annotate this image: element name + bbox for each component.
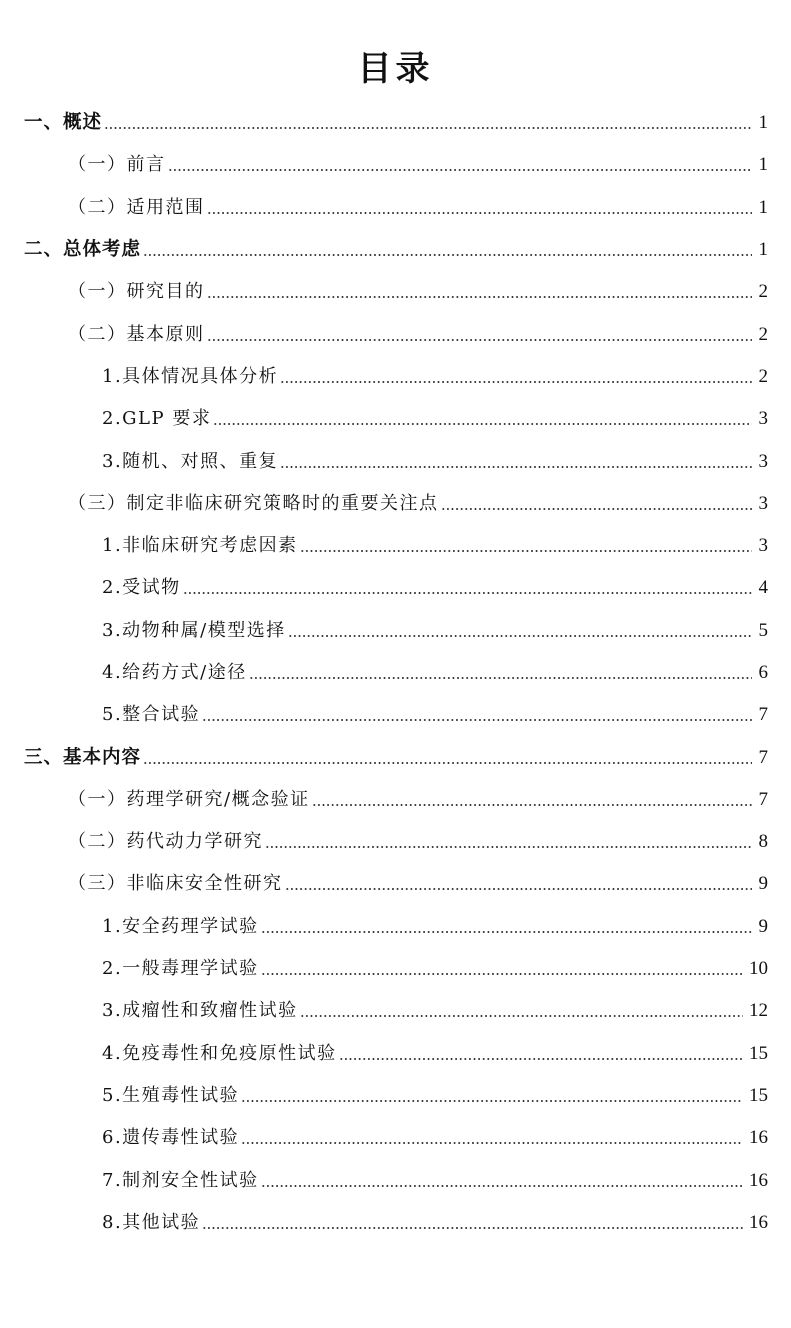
toc-entry[interactable] [0,229,791,271]
toc-entry-page-number: 15 [749,1042,768,1064]
toc-entry[interactable] [0,821,791,863]
toc-entry-page-number: 3 [758,408,768,430]
dot-leader [339,1058,743,1060]
toc-entry-page-number: 8 [758,831,768,853]
toc-entry[interactable] [0,187,791,229]
dot-leader [143,762,752,764]
toc-entry-label: （一）药理学研究/概念验证 [68,788,310,810]
toc-entry[interactable] [0,779,791,821]
table-of-contents [0,102,791,1244]
toc-entry[interactable] [0,1117,791,1159]
toc-entry-label: （二）基本原则 [68,323,205,345]
toc-entry[interactable] [0,567,791,609]
dot-leader [280,381,752,383]
toc-entry[interactable] [0,652,791,694]
dot-leader [288,635,752,637]
toc-entry-page-number: 1 [758,112,768,134]
toc-entry-page-number: 7 [758,788,768,810]
toc-entry-label: （二）适用范围 [68,196,205,218]
dot-leader [300,1015,743,1017]
toc-entry-label: （一）研究目的 [68,281,205,303]
toc-entry-label: 3.随机、对照、重复 [102,450,279,472]
toc-entry-page-number: 4 [758,577,768,599]
dot-leader [285,888,753,890]
toc-entry-page-number: 6 [758,662,768,683]
toc-entry[interactable] [0,990,791,1032]
dot-leader [213,423,752,425]
toc-entry[interactable] [0,1202,791,1244]
toc-entry-label: 2.GLP 要求 [102,408,212,430]
dot-leader [241,1142,743,1144]
dot-leader [207,296,753,298]
toc-entry[interactable] [0,525,791,567]
toc-entry-label: 6.遗传毒性试验 [102,1127,240,1149]
toc-entry-page-number: 2 [758,365,768,387]
dot-leader [249,677,752,679]
toc-entry-page-number: 16 [749,1211,768,1233]
toc-entry-label: 7.制剂安全性试验 [102,1169,259,1191]
toc-entry-label: 3.成瘤性和致瘤性试验 [102,1000,298,1022]
toc-entry[interactable] [0,736,791,778]
toc-entry-label: 4.免疫毒性和免疫原性试验 [102,1042,337,1064]
toc-entry-page-number: 5 [758,619,768,641]
toc-entry[interactable] [0,863,791,905]
toc-entry-page-number: 7 [758,704,768,726]
dot-leader [312,804,752,806]
dot-leader [183,592,752,594]
toc-entry-page-number: 1 [758,239,768,261]
dot-leader [168,169,753,171]
toc-entry[interactable] [0,440,791,482]
dot-leader [261,931,752,933]
toc-entry-label: 5.生殖毒性试验 [102,1084,240,1106]
toc-entry[interactable] [0,356,791,398]
toc-entry-label: 1.非临床研究考虑因素 [102,535,298,557]
toc-entry[interactable] [0,313,791,355]
toc-entry-label: （一）前言 [68,154,166,176]
toc-entry-label: 三、基本内容 [24,746,142,768]
toc-entry[interactable] [0,1033,791,1075]
page-title: 目录 [357,49,434,89]
toc-entry[interactable] [0,948,791,990]
dot-leader [202,1227,743,1229]
toc-entry[interactable] [0,398,791,440]
dot-leader [241,1100,743,1102]
toc-entry[interactable] [0,610,791,652]
toc-entry[interactable] [0,102,791,144]
toc-entry[interactable] [0,1159,791,1201]
toc-entry-label: （三）非临床安全性研究 [68,873,283,895]
dot-leader [207,339,753,341]
toc-entry[interactable] [0,1075,791,1117]
toc-entry-page-number: 1 [758,196,768,218]
toc-entry-label: 1.安全药理学试验 [102,915,259,937]
dot-leader [441,508,753,510]
toc-entry-label: （三）制定非临床研究策略时的重要关注点 [68,492,439,514]
toc-entry[interactable] [0,694,791,736]
dot-leader [280,466,752,468]
dot-leader [261,973,743,975]
toc-entry-label: 3.动物种属/模型选择 [102,619,286,641]
toc-entry[interactable] [0,906,791,948]
toc-entry-page-number: 2 [758,323,768,345]
toc-entry-page-number: 3 [758,492,768,514]
toc-entry-label: 2.一般毒理学试验 [102,958,259,980]
toc-entry-label: 4.给药方式/途径 [102,662,247,683]
toc-entry-label: 5.整合试验 [102,704,201,726]
toc-entry-label: 一、概述 [24,112,103,134]
toc-entry-label: （二）药代动力学研究 [68,831,263,853]
toc-entry[interactable] [0,483,791,525]
toc-entry-page-number: 7 [758,746,768,768]
toc-entry-page-number: 16 [749,1127,768,1149]
toc-entry-page-number: 3 [758,450,768,472]
dot-leader [300,550,752,552]
toc-entry-page-number: 3 [758,535,768,557]
toc-entry[interactable] [0,144,791,186]
dot-leader [265,846,752,848]
toc-entry-page-number: 9 [758,915,768,937]
toc-entry-label: 二、总体考虑 [24,239,142,261]
toc-entry-page-number: 2 [758,281,768,303]
toc-entry-page-number: 12 [749,1000,768,1022]
dot-leader [143,254,752,256]
dot-leader [202,719,752,721]
toc-entry[interactable] [0,271,791,313]
dot-leader [207,212,753,214]
toc-entry-page-number: 9 [758,873,768,895]
dot-leader [104,127,752,129]
toc-entry-page-number: 15 [749,1084,768,1106]
toc-entry-page-number: 16 [749,1169,768,1191]
toc-entry-page-number: 10 [749,958,768,980]
toc-entry-page-number: 1 [758,154,768,176]
toc-entry-label: 1.具体情况具体分析 [102,365,279,387]
toc-entry-label: 2.受试物 [102,577,181,599]
dot-leader [261,1185,743,1187]
toc-entry-label: 8.其他试验 [102,1211,201,1233]
